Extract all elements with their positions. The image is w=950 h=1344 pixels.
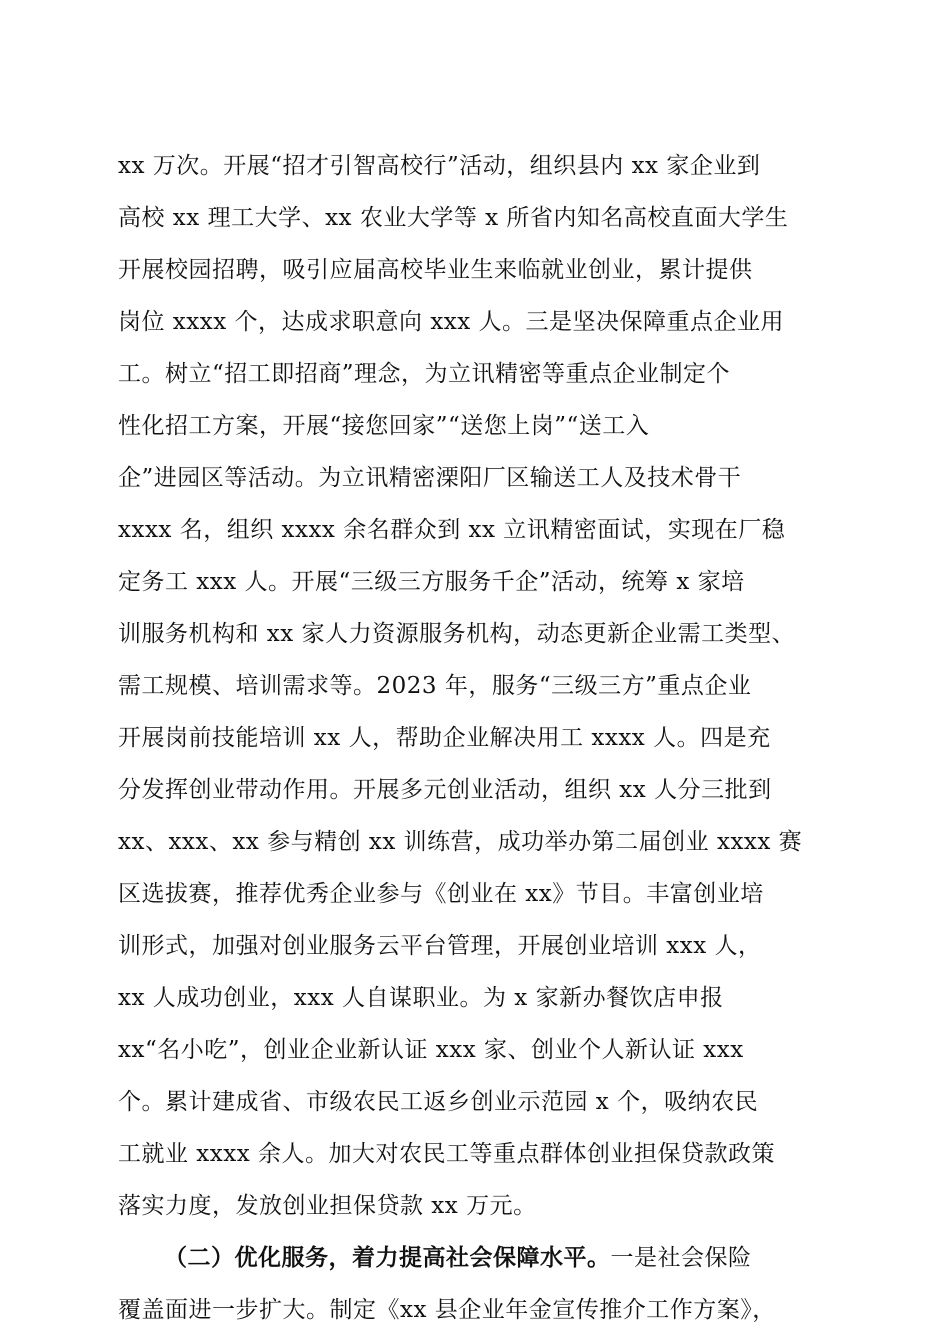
text-line: 企”进园区等活动。为立讯精密溧阳厂区输送工人及技术骨干 — [118, 465, 742, 491]
text-line: 训服务机构和 xx 家人力资源服务机构，动态更新企业需工类型、 — [118, 621, 796, 647]
text-line: 定务工 xxx 人。开展“三级三方服务千企”活动，统筹 x 家培 — [118, 569, 745, 595]
section-heading: （二）优化服务，着力提高社会保障水平。 — [164, 1244, 611, 1271]
document-body — [118, 140, 838, 1336]
text-line: xx、xxx、xx 参与精创 xx 训练营，成功举办第二届创业 xxxx 赛 — [118, 829, 803, 855]
text-line: xxxx 名，组织 xxxx 余名群众到 xx 立讯精密面试，实现在厂稳 — [118, 517, 786, 543]
text-line: 岗位 xxxx 个，达成求职意向 xxx 人。三是坚决保障重点企业用 — [118, 309, 785, 335]
text-line: 性化招工方案，开展“接您回家”“送您上岗”“送工入 — [118, 413, 650, 439]
text-line: xx 人成功创业，xxx 人自谋职业。为 x 家新办餐饮店申报 — [118, 985, 724, 1011]
section-heading-line — [118, 1232, 838, 1284]
text-line: 开展岗前技能培训 xx 人，帮助企业解决用工 xxxx 人。四是充 — [118, 725, 771, 751]
text-line: 开展校园招聘，吸引应届高校毕业生来临就业创业，累计提供 — [118, 257, 753, 283]
text-line: 分发挥创业带动作用。开展多元创业活动，组织 xx 人分三批到 — [118, 777, 772, 803]
text-line: 覆盖面进一步扩大。制定《xx 县企业年金宣传推介工作方案》， — [118, 1297, 776, 1323]
section-text: 一是社会保险 — [610, 1245, 752, 1271]
text-line: 区选拔赛，推荐优秀企业参与《创业在 xx》节目。丰富创业培 — [118, 881, 764, 907]
text-line: 训形式，加强对创业服务云平台管理，开展创业培训 xxx 人， — [118, 933, 762, 959]
text-line: xx 万次。开展“招才引智高校行”活动，组织县内 xx 家企业到 — [118, 153, 761, 179]
text-line: 落实力度，发放创业担保贷款 xx 万元。 — [118, 1193, 537, 1219]
text-line: 高校 xx 理工大学、xx 农业大学等 x 所省内知名高校直面大学生 — [118, 205, 789, 231]
text-line: 工就业 xxxx 余人。加大对农民工等重点群体创业担保贷款政策 — [118, 1141, 776, 1167]
text-line: 需工规模、培训需求等。2023 年，服务“三级三方”重点企业 — [118, 673, 752, 699]
text-line: 个。累计建成省、市级农民工返乡创业示范园 x 个，吸纳农民 — [118, 1089, 759, 1115]
text-line: xx“名小吃”，创业企业新认证 xxx 家、创业个人新认证 xxx — [118, 1037, 744, 1063]
text-line: 工。树立“招工即招商”理念，为立讯精密等重点企业制定个 — [118, 361, 731, 387]
